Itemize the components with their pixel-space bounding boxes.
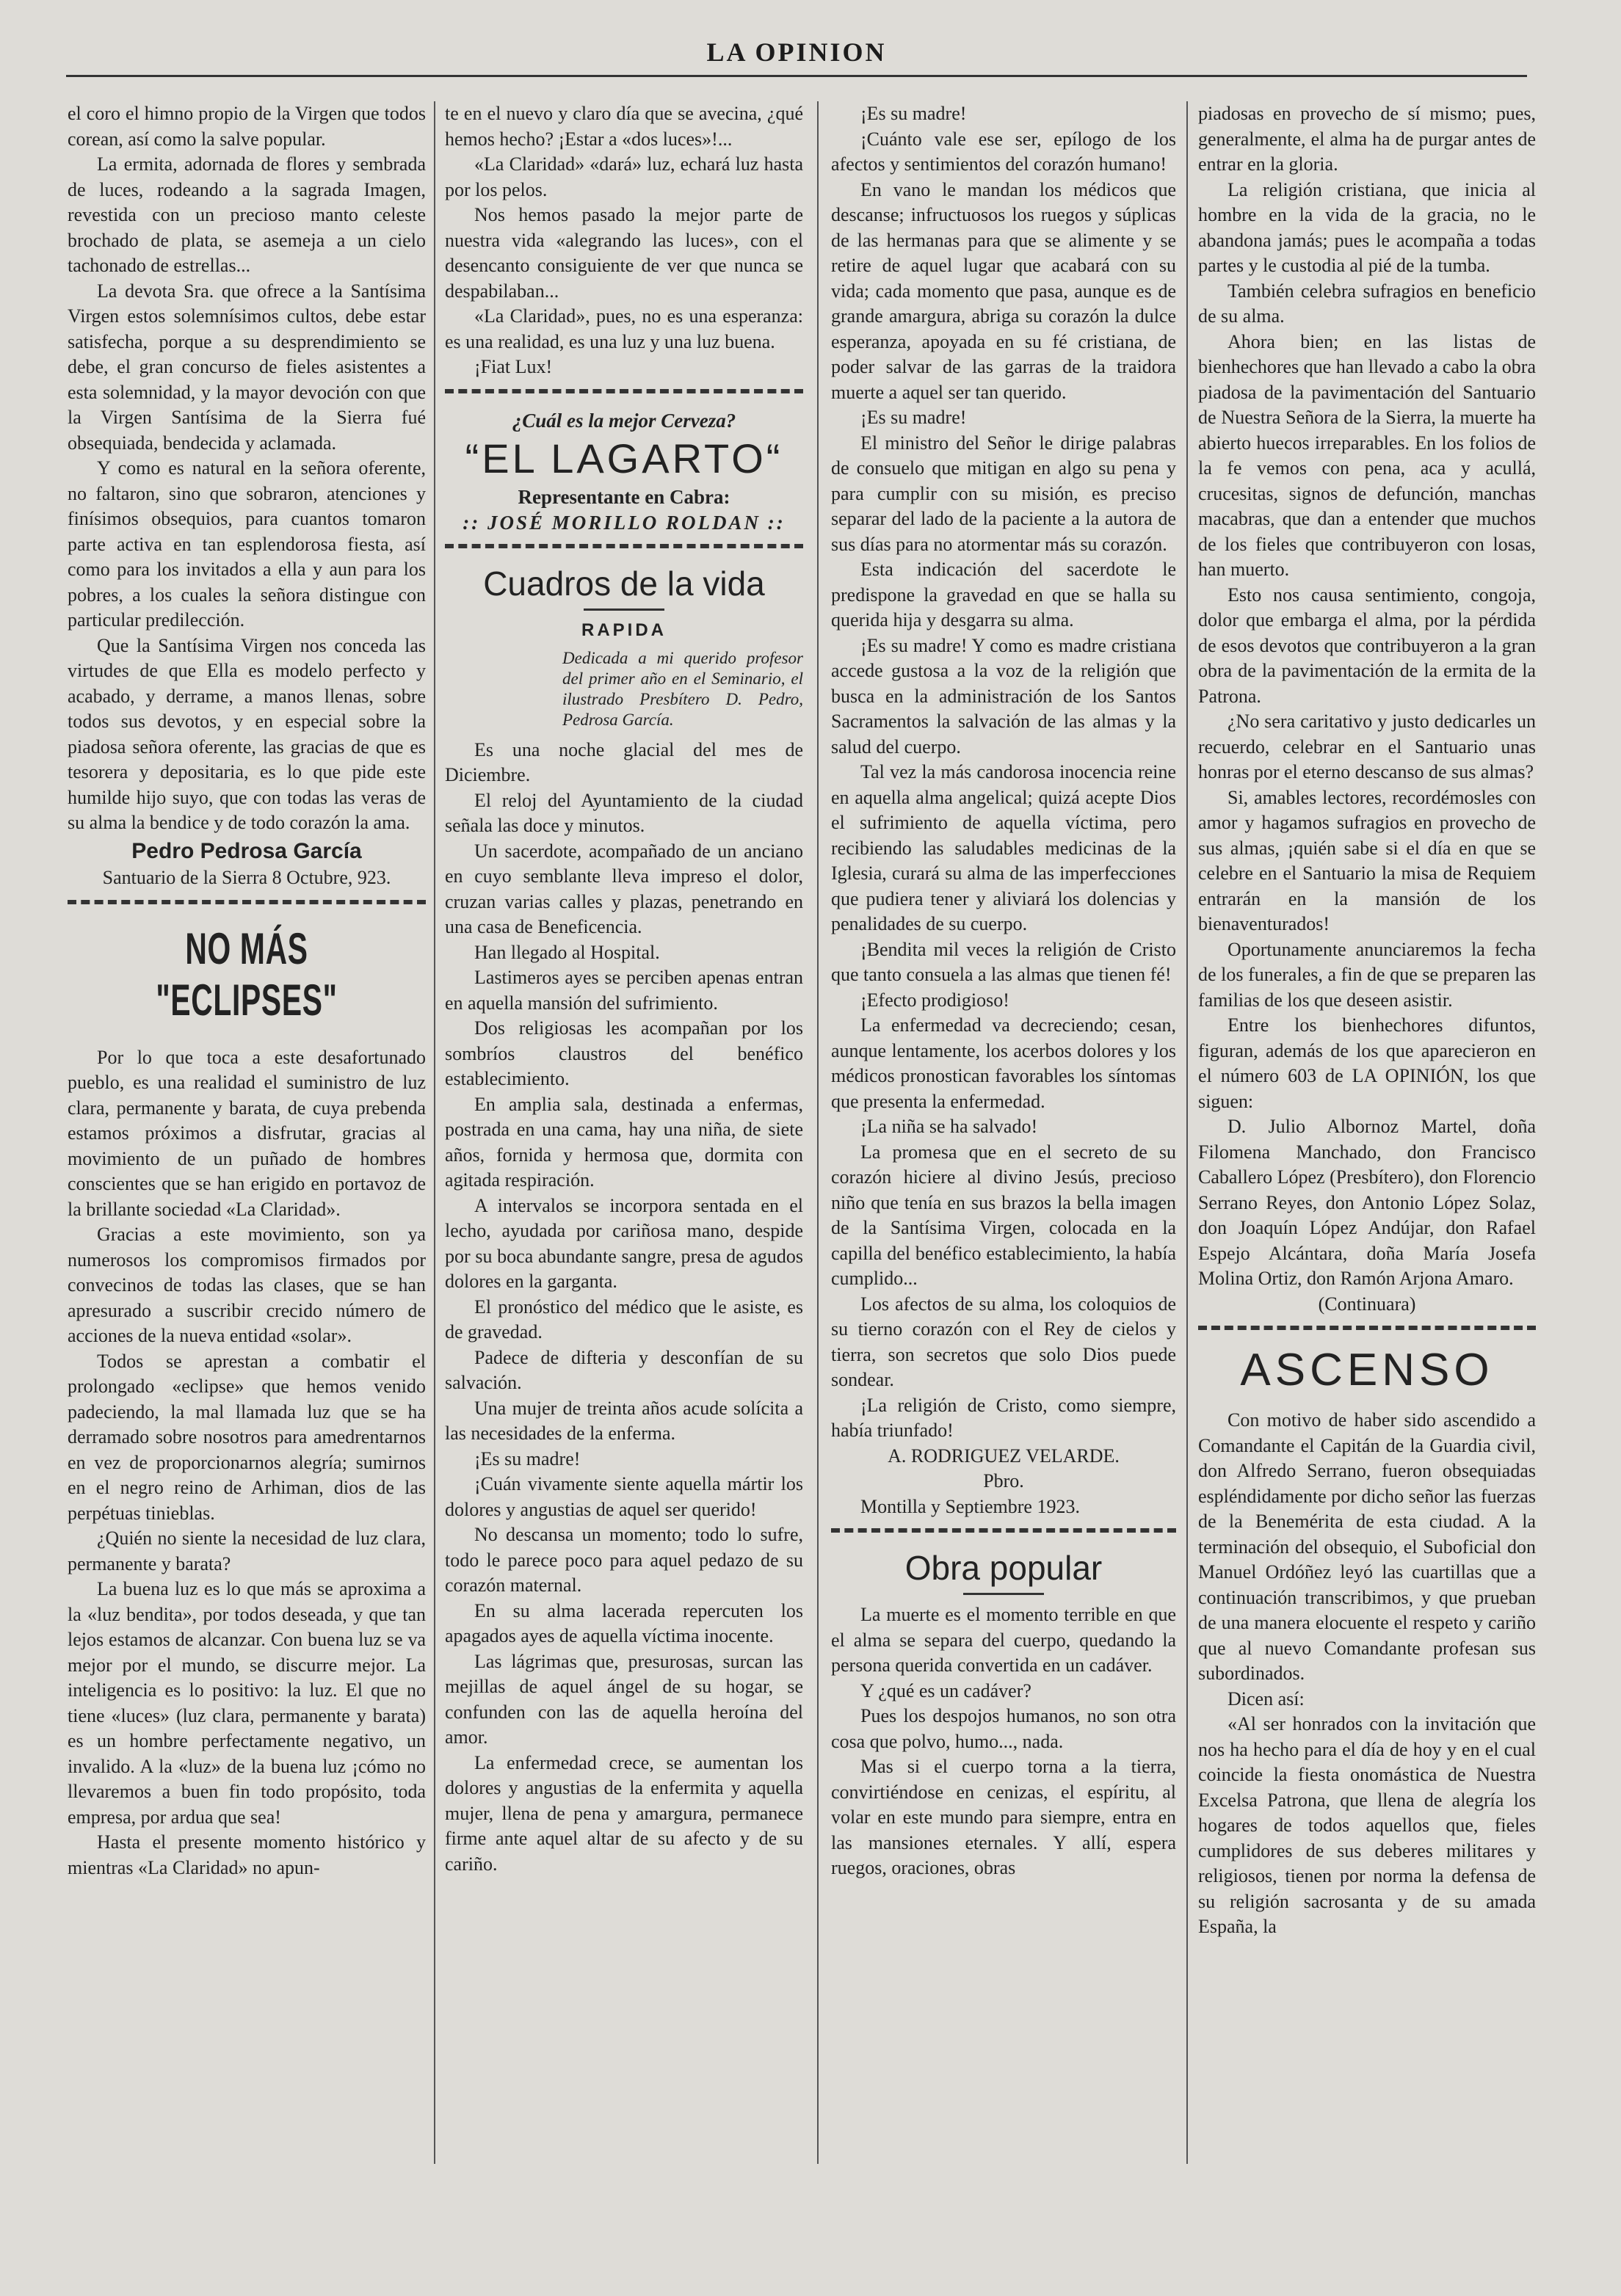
column-divider xyxy=(817,101,819,2164)
section-divider xyxy=(831,1528,1176,1538)
paragraph: La enfermedad crece, se aumentan los dolores y angustias de la enfermita y aquella mujer, llena de pena y amargura, permanece firme ante aquel altar de su afecto y de su cariño. xyxy=(445,1751,803,1875)
paragraph: La devota Sra. que ofrece a la Santísima Virgen estos solemnísimos cultos, debe estar satisfecha, porque a su desprendimiento se debe, el gran concurso de fieles asistentes a esta solemnidad, y la mayor devoción con que la Virgen Santísima de la Sierra fué obsequiada, bendecida y aclamada. xyxy=(68,280,426,454)
paragraph: ¿Quién no siente la necesidad de luz clara, permanente y barata? xyxy=(68,1527,426,1574)
paragraph: Padece de difteria y desconfían de su salvación. xyxy=(445,1346,803,1393)
paragraph: Lastimeros ayes se perciben apenas entran en aquella mansión del sufrimiento. xyxy=(445,967,803,1014)
paragraph: Han llegado al Hospital. xyxy=(474,941,660,963)
paragraph: te en el nuevo y claro día que se avecina, ¿qué hemos hecho? ¡Estar a «dos luces»!... xyxy=(445,103,803,150)
paragraph: Esto nos causa sentimiento, congoja, dolor que embarga el alma, por la pérdida de esos devotos que contribuyeron a la gran obra de la pavimentación de la ermita de la Patrona. xyxy=(1198,584,1536,707)
paragraph: ¡Es su madre! xyxy=(860,103,967,124)
article-place-date: Montilla y Septiembre 1923. xyxy=(860,1495,1080,1517)
paragraph: No descansa un momento; todo lo sufre, todo le parece poco para aquel pedazo de su corazón maternal. xyxy=(445,1524,803,1596)
column-3 xyxy=(831,101,1176,2267)
ad-representative-label: Representante en Cabra: xyxy=(518,486,730,508)
paragraph: «La Claridad», pues, no es una esperanza: es una realidad, es una luz y una luz buena. xyxy=(445,305,803,352)
paragraph: En amplia sala, destinada a enfermas, postrada en una cama, hay una niña, de siete años, fornida y hermosa que, dormita con agitada respiración. xyxy=(445,1093,803,1191)
paragraph: Una mujer de treinta años acude solícita a las necesidades de la enferma. xyxy=(445,1397,803,1444)
paragraph: El ministro del Señor le dirige palabras de consuelo que mitigan en algo su pena y para cumplir con su misión, es preciso separar del lado de la paciente a la autora de sus días para no atormentar más su corazón. xyxy=(831,432,1176,555)
paragraph: Pues los despojos humanos, no son otra cosa que polvo, humo..., nada. xyxy=(831,1705,1176,1752)
paragraph: ¿No sera caritativo y justo dedicarles un recuerdo, celebrar en el Santuario unas honras por el eterno descanso de sus almas? xyxy=(1198,711,1536,782)
paragraph: Esta indicación del sacerdote le predispone la gravedad en que se halla su querida hija y desgarra su alma. xyxy=(831,559,1176,631)
paragraph: ¡Cuánto vale ese ser, epílogo de los afectos y sentimientos del corazón humano! xyxy=(831,128,1176,175)
paragraph: Y como es natural en la señora oferente, no faltaron, sino que sobraron, atenciones y finísimos obsequios, para cuantos tomaron parte activa en tan esplendorosa fiesta, así como para los invitados a ella y aun para los pobres, a los cuales la señora distingue con particular predilección. xyxy=(68,457,426,631)
paragraph: En vano le mandan los médicos que descanse; infructuosos los ruegos y súplicas de las hermanas para que se alimente y se retire de aquel lugar que acabará con su vida; cada momento que pasa, aunque es de grande amargura, abriga su corazón la dulce esperanza, apoyada en su fé cristiana, de poder salvar de las garras de la traidora muerte a aquel ser tan querido. xyxy=(831,178,1176,403)
paragraph: «La Claridad» «dará» luz, echará luz hasta por los pelos. xyxy=(445,153,803,200)
paragraph: Mas si el cuerpo torna a la tierra, convirtiéndose en cenizas, el espíritu, al volar en este mundo para siempre, entra en las mansiones eternales. Y allí, espera ruegos, oraciones, obras xyxy=(831,1756,1176,1878)
masthead xyxy=(66,37,1527,81)
headline-eclipses: NO MÁS "ECLIPSES" xyxy=(156,923,338,1025)
paragraph: ¡La niña se ha salvado! xyxy=(860,1116,1038,1137)
paragraph: Por lo que toca a este desafortunado pueblo, es una realidad el suministro de luz clara, permanente y barata, de cuya prebenda estamos próximos a disfrutar, gracias al movimiento de un puñado de hombres conscientes que se han erigido en portavoz de la brillante sociedad «La Claridad». xyxy=(68,1046,426,1220)
newspaper-title: LA OPINION xyxy=(706,37,887,67)
paragraph: Ahora bien; en las listas de bienhechores que han llevado a cabo la obra piadosa de la pavimentación del Santuario de Nuestra Señora de la Sierra, la muerte ha abierto huecos irreparables. En los folios de la fe vemos con pena, aca y acullá, crucesitas, signos de defunción, manchas macabras, que dan a entender que muchos de los fieles que contribuyeron con losas, han muerto. xyxy=(1198,330,1536,580)
paragraph: Y ¿qué es un cadáver? xyxy=(860,1679,1031,1701)
paragraph: La muerte es el momento terrible en que el alma se separa del cuerpo, quedando la persona querida convertida en un cadáver. xyxy=(831,1604,1176,1676)
paragraph: D. Julio Albornoz Martel, doña Filomena Manchado, don Francisco Caballero López (Presbítero), don Florencio Serrano Reyes, don Antonio López Solaz, don Joaquín López Andújar, don Rafael Espejo Alcántara, doña María Josefa Molina Ortiz, don Ramón Arjona Amaro. xyxy=(1198,1116,1536,1289)
paragraph: ¡Efecto prodigioso! xyxy=(860,989,1009,1011)
paragraph: el coro el himno propio de la Virgen que todos corean, así como la salve popular. xyxy=(68,103,426,150)
paragraph: La religión cristiana, que inicia al hombre en la vida de la gracia, no le abandona jamás; pues le acompaña a todas partes y le custodia al pié de la tumba. xyxy=(1198,178,1536,276)
paragraph: Todos se aprestan a combatir el prolongado «eclipse» que hemos venido padeciendo, la mal llamada luz que se ha derramado sobre nosotros para amedrentarnos en vez de proporcionarnos alegría; sumirnos en el negro reino de Arhiman, dios de las perpétuas tinieblas. xyxy=(68,1350,426,1524)
paragraph: ¡Bendita mil veces la religión de Cristo que tanto consuela a las almas que tienen fé! xyxy=(831,938,1176,985)
title-underline xyxy=(963,1593,1044,1595)
paragraph: ¡Fiat Lux! xyxy=(474,356,553,377)
headline-cuadros: Cuadros de la vida xyxy=(483,564,765,603)
paragraph: ¡Es su madre! xyxy=(474,1447,581,1469)
paragraph: El reloj del Ayuntamiento de la ciudad señala las doce y minutos. xyxy=(445,789,803,836)
paragraph: Los afectos de su alma, los coloquios de su tierno corazón con el Rey de cielos y tierra, son secretos que solo Dios puede sondear. xyxy=(831,1293,1176,1390)
ad-question: ¿Cuál es la mejor Cerveza? xyxy=(512,409,736,432)
paragraph: En su alma lacerada repercuten los apagados ayes de aquella víctima inocente. xyxy=(445,1599,803,1646)
section-divider xyxy=(445,389,803,399)
paragraph: piadosas en provecho de sí mismo; pues, generalmente, el alma ha de purgar antes de entrar en la gloria. xyxy=(1198,103,1536,175)
paragraph: ¡Es su madre! xyxy=(860,407,967,428)
ad-brand: “EL LAGARTO“ xyxy=(465,435,783,482)
column-divider xyxy=(1186,101,1188,2164)
article-signature: Pedro Pedrosa García xyxy=(131,838,362,863)
paragraph: «Al ser honrados con la invitación que nos ha hecho para el día de hoy y en el cual coincide la fiesta onomástica de Nuestra Excelsa Patrona, que llena de alegría los hogares de todos aquellos que, fieles cumplidores de sus deberes militares y religiosos, tienen por norma la defensa de su religión sacrosanta y de su amada España, la xyxy=(1198,1713,1536,1937)
paragraph: Entre los bienhechores difuntos, figuran, además de los que aparecieron en el número 603 de LA OPINIÓN, los que siguen: xyxy=(1198,1014,1536,1112)
article-author-title: Pbro. xyxy=(983,1470,1024,1492)
paragraph: ¡Es su madre! Y como es madre cristiana accede gustosa a la voz de la religión que busca en la administración de los Santos Sacramentos la salvación de las almas y la salud del cuerpo. xyxy=(831,634,1176,758)
header-rule xyxy=(66,75,1527,77)
column-2 xyxy=(445,101,803,2267)
article-author: A. RODRIGUEZ VELARDE. xyxy=(888,1445,1120,1467)
paragraph: A intervalos se incorpora sentada en el lecho, ayudada por cariñosa mano, despide por su boca abundante sangre, presa de agudos dolores en la garganta. xyxy=(445,1194,803,1292)
paragraph: Oportunamente anunciaremos la fecha de los funerales, a fin de que se preparen las familias de los que deseen asistir. xyxy=(1198,938,1536,1011)
ad-representative-name: :: JOSÉ MORILLO ROLDAN :: xyxy=(463,511,786,534)
paragraph: Gracias a este movimiento, son ya numerosos los compromisos firmados por convecinos de todas las clases, que se han apresurado a suscribir crecido número de acciones de la nueva entidad «solar». xyxy=(68,1224,426,1346)
paragraph: Dicen así: xyxy=(1227,1688,1305,1710)
section-divider xyxy=(445,544,803,554)
paragraph: Tal vez la más candorosa inocencia reine en aquella alma angelical; quizá acepte Dios el sufrimiento de aquella víctima, pero recibiendo las saludables medicinas de la Iglesia, curará su alma de las imperfecciones que pudiera tener y aliviará los dolencias y penalidades de su cuerpo. xyxy=(831,761,1176,934)
paragraph: Con motivo de haber sido ascendido a Comandante el Capitán de la Guardia civil, don Alfredo Serrano, fueron obsequiadas espléndidamente por dicho señor las fuerzas de la Benemérita de esta ciudad. A la terminación del obsequio, el Suboficial don Manuel Ordóñez leyó las cuartillas que a continuación transcribimos, y que prueban de una manera elocuente el respeto y cariño que al nuevo Comandante profesan sus subordinados. xyxy=(1198,1409,1536,1684)
paragraph: Es una noche glacial del mes de Diciembre. xyxy=(445,738,803,785)
title-underline xyxy=(584,608,664,611)
paragraph: También celebra sufragios en beneficio de su alma. xyxy=(1198,280,1536,327)
headline-ascenso: ASCENSO xyxy=(1240,1345,1494,1395)
paragraph: Que la Santísima Virgen nos conceda las virtudes de que Ella es modelo perfecto y acabado, y derrame, a manos llenas, sobre todos sus devotos, y en especial sobre la piadosa señora oferente, las gracias de que es tesorera y depositaria, es lo que pide este humilde hijo suyo, que con todas las veras de su alma la bendice y de todo corazón la ama. xyxy=(68,634,426,833)
paragraph: La promesa que en el secreto de su corazón hiciere al divino Jesús, precioso niño que tenía en sus brazos la bella imagen de la Santísima Virgen, colocada en la capilla del benéfico establecimiento, la había cumplido... xyxy=(831,1141,1176,1289)
headline-obra-popular: Obra popular xyxy=(904,1549,1103,1587)
paragraph: Las lágrimas que, presurosas, surcan las mejillas de aquel ángel de su hogar, se confunden con las de aquella heroína del amor. xyxy=(445,1650,803,1748)
column-4 xyxy=(1198,101,1536,2267)
paragraph: ¡La religión de Cristo, como siempre, había triunfado! xyxy=(831,1394,1176,1441)
paragraph: ¡Cuán vivamente siente aquella mártir los dolores y angustias de aquel ser querido! xyxy=(445,1473,803,1520)
section-divider xyxy=(68,900,426,910)
paragraph: Si, amables lectores, recordémosles con amor y hagamos sufragios en provecho de sus almas, ¡quién sabe si el día en que se celebre en el Santuario la misa de Requiem entrarán en la mansión de los bienaventurados! xyxy=(1198,786,1536,934)
article-place-date: Santuario de la Sierra 8 Octubre, 923. xyxy=(102,867,391,888)
paragraph: Dos religiosas les acompañan por los sombríos claustros del benéfico establecimiento. xyxy=(445,1017,803,1089)
dedication: Dedicada a mi querido profesor del primer año en el Seminario, el ilustrado Presbítero D. Pedro, Pedrosa García. xyxy=(562,648,803,729)
paragraph: La ermita, adornada de flores y sembrada de luces, rodeando a la sagrada Imagen, revestida con un precioso manto celeste brochado de plata, se asemeja a un cielo tachonado de estrellas... xyxy=(68,153,426,276)
paragraph: El pronóstico del médico que le asiste, es de gravedad. xyxy=(445,1296,803,1343)
paragraph: La enfermedad va decreciendo; cesan, aunque lentamente, los acerbos dolores y los médicos pronostican favorables los síntomas que presenta la enfermedad. xyxy=(831,1014,1176,1112)
beer-advertisement xyxy=(445,408,803,536)
section-divider xyxy=(1198,1326,1536,1336)
paragraph: Un sacerdote, acompañado de un anciano en cuyo semblante lleva impreso el dolor, cruzan varias calles y plazas, penetrando en una casa de Beneficencia. xyxy=(445,840,803,937)
continued-note: (Continuara) xyxy=(1318,1293,1416,1315)
column-divider xyxy=(434,101,435,2164)
paragraph: Hasta el presente momento histórico y mientras «La Claridad» no apun- xyxy=(68,1831,426,1878)
paragraph: Nos hemos pasado la mejor parte de nuestra vida «alegrando las luces», con el desencanto consiguiente de ver que nunca se despabilaban... xyxy=(445,204,803,302)
paragraph: La buena luz es lo que más se aproxima a la «luz bendita», por todos deseada, y que tan lejos estamos de alcanzar. Con buena luz se va mejor por el mundo, se discurre mejor. La inteligencia es lo positivo: la luz. El que no tiene «luces» (luz clara, permanente y barata) es un hombre perfectamente negativo, un invalido. A la «luz» de la buena luz ¡cómo no llevaremos a buen fin todo propósito, toda empresa, por ardua que sea! xyxy=(68,1578,426,1828)
subheadline: RAPIDA xyxy=(581,620,667,640)
column-1 xyxy=(68,101,426,2267)
